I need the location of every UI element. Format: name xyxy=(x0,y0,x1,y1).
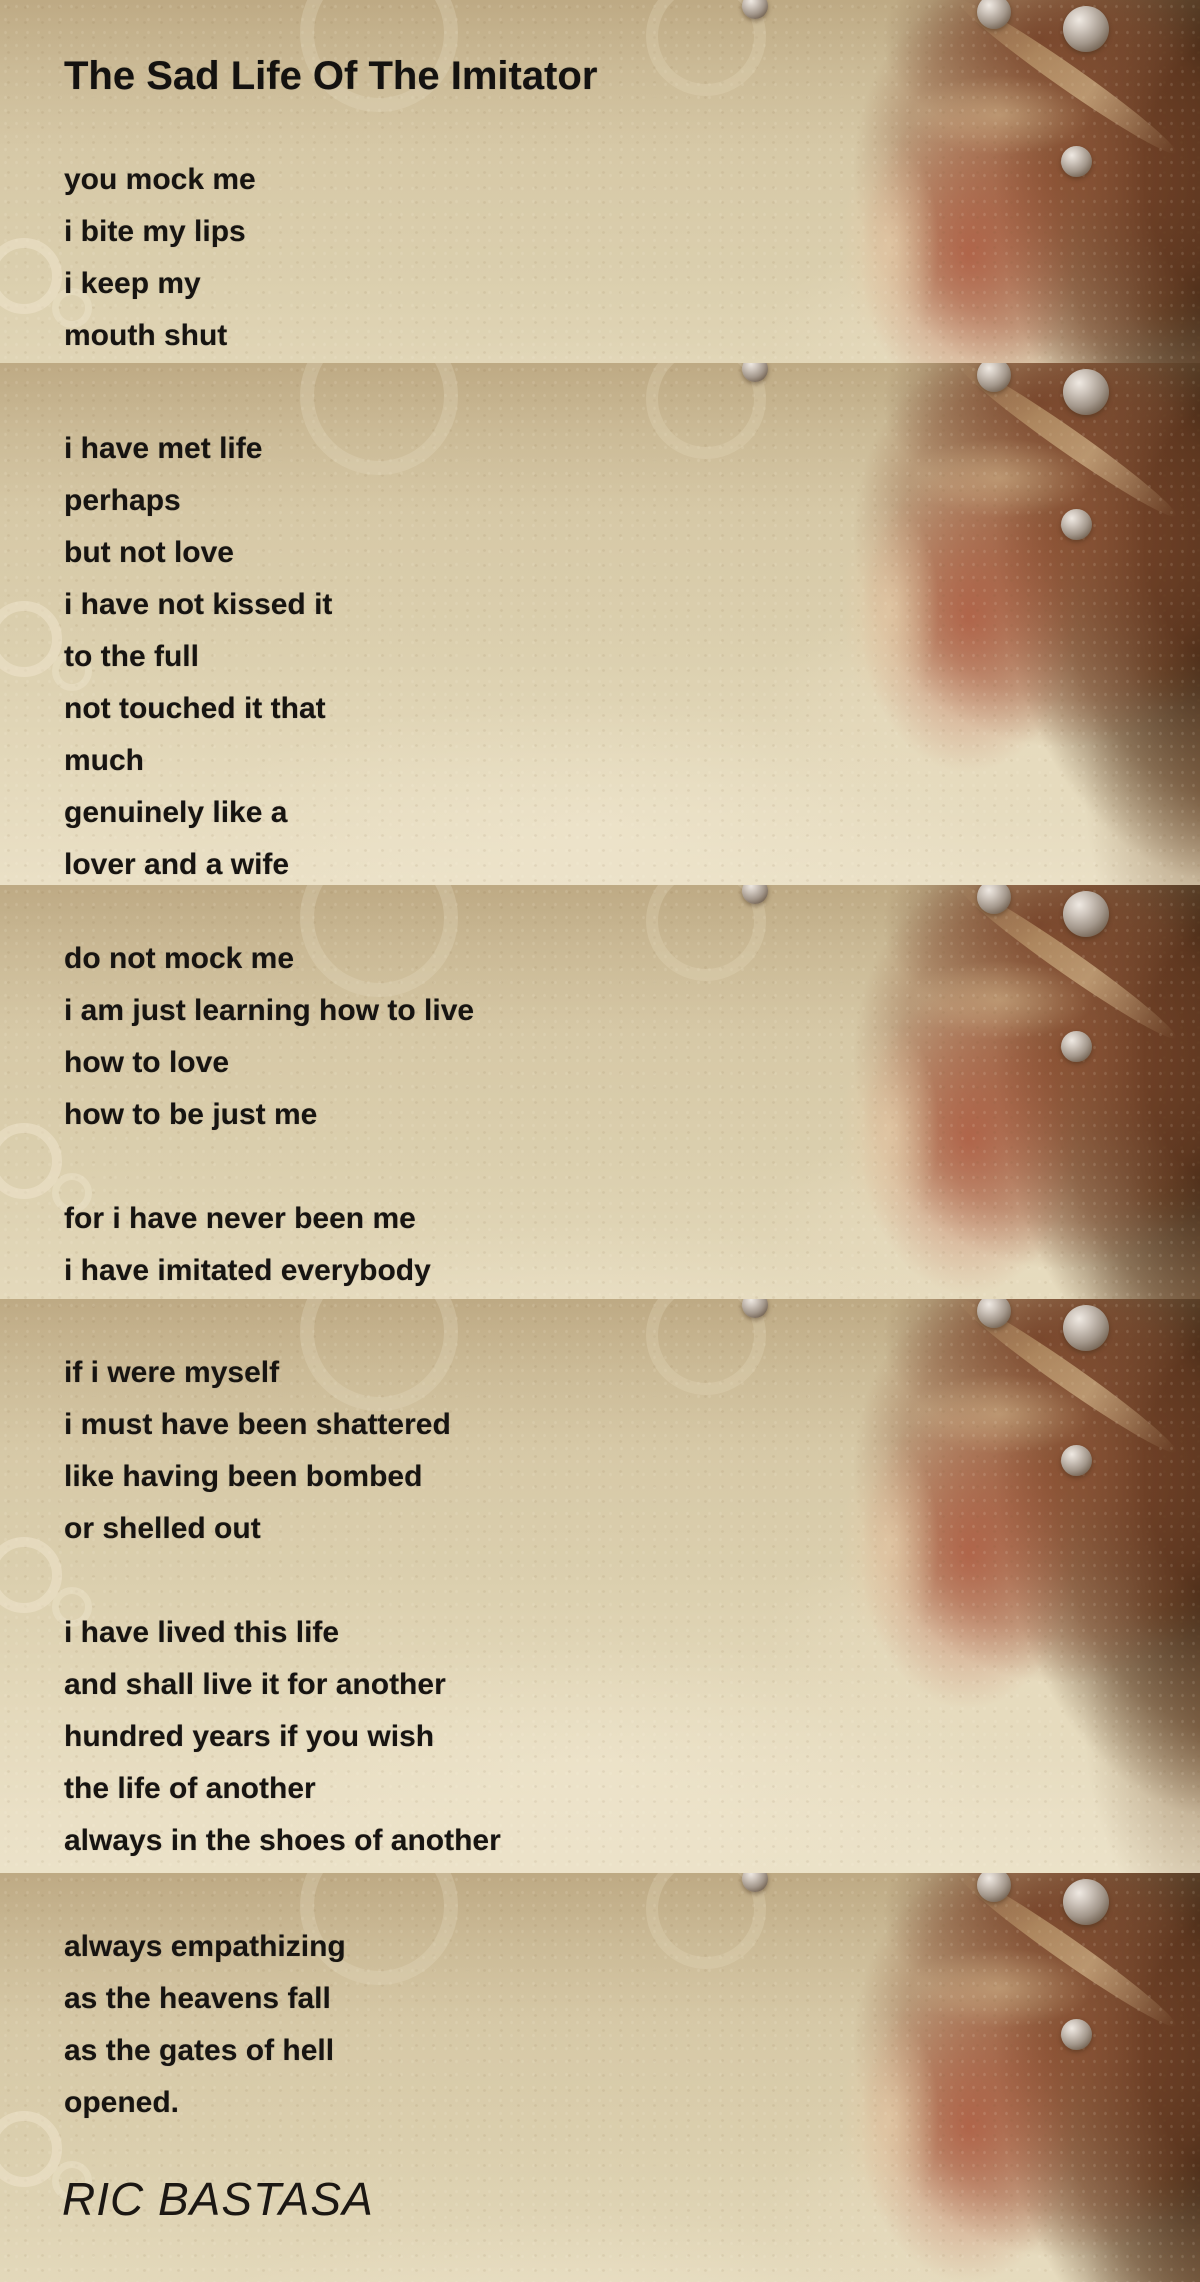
poem-line: not touched it that xyxy=(64,692,326,725)
poem-line: i have lived this life xyxy=(64,1616,340,1649)
poem-line: i must have been shattered xyxy=(64,1408,451,1441)
pearl-icon xyxy=(1063,1305,1109,1351)
poem-line: how to love xyxy=(64,1046,229,1079)
poem-line: i have not kissed it xyxy=(64,588,333,621)
background-slice-5 xyxy=(0,1873,1200,2282)
poem-line: perhaps xyxy=(64,484,181,517)
poem-line: the life of another xyxy=(64,1772,316,1805)
poem-stanza xyxy=(64,1921,346,2129)
pearl-icon xyxy=(1063,1879,1109,1925)
background-slice-1 xyxy=(0,0,1200,363)
poem-line: but not love xyxy=(64,536,234,569)
poem-line: lover and a wife xyxy=(64,848,290,881)
pearl-icon xyxy=(1063,369,1109,415)
poem-line: i am just learning how to live xyxy=(64,994,475,1027)
poem-line: as the heavens fall xyxy=(64,1982,331,2015)
poem-title: The Sad Life Of The Imitator xyxy=(64,54,598,98)
poem-line: always in the shoes of another xyxy=(64,1824,501,1857)
poem-line: for i have never been me xyxy=(64,1202,416,1235)
poem-line: as the gates of hell xyxy=(64,2034,335,2067)
poem-line: opened. xyxy=(64,2086,180,2119)
pearl-icon xyxy=(1063,6,1109,52)
pearl-icon xyxy=(1061,2019,1092,2050)
pearl-icon xyxy=(1061,1445,1092,1476)
poem-line: i keep my xyxy=(64,267,201,300)
pearl-icon xyxy=(742,1299,768,1318)
poem-line: if i were myself xyxy=(64,1356,280,1389)
poem-line: do not mock me xyxy=(64,942,295,975)
poem-stanza xyxy=(64,154,256,362)
poem-line: or shelled out xyxy=(64,1512,261,1545)
pearl-icon xyxy=(1063,891,1109,937)
poem-line: how to be just me xyxy=(64,1098,318,1131)
poem-line: genuinely like a xyxy=(64,796,288,829)
poem-line: you mock me xyxy=(64,163,256,196)
poem-line: hundred years if you wish xyxy=(64,1720,435,1753)
pearl-icon xyxy=(1061,509,1092,540)
background-slice-2 xyxy=(0,363,1200,885)
poem-line: and shall live it for another xyxy=(64,1668,446,1701)
poem-line: much xyxy=(64,744,145,777)
poem-line: like having been bombed xyxy=(64,1460,423,1493)
background-slice-4 xyxy=(0,1299,1200,1873)
background-slice-3 xyxy=(0,885,1200,1299)
pearl-icon xyxy=(742,0,768,19)
poem-stanza xyxy=(64,933,474,1141)
poem-stanza xyxy=(64,423,332,885)
poem-line: i bite my lips xyxy=(64,215,246,248)
poem-stanza xyxy=(64,1607,501,1867)
poem-stanza xyxy=(64,1193,431,1297)
pearl-icon xyxy=(1061,1031,1092,1062)
poem-line: to the full xyxy=(64,640,199,673)
poem-line: i have met life xyxy=(64,432,263,465)
poem-author: RIC BASTASA xyxy=(62,2173,374,2225)
pearl-icon xyxy=(742,885,768,904)
poem-stanza xyxy=(64,1347,451,1555)
poem-line: i have imitated everybody xyxy=(64,1254,431,1287)
poem-line: mouth shut xyxy=(64,319,228,352)
pearl-icon xyxy=(742,1873,768,1892)
pearl-icon xyxy=(1061,146,1092,177)
poem-line: always empathizing xyxy=(64,1930,346,1963)
pearl-icon xyxy=(742,363,768,382)
